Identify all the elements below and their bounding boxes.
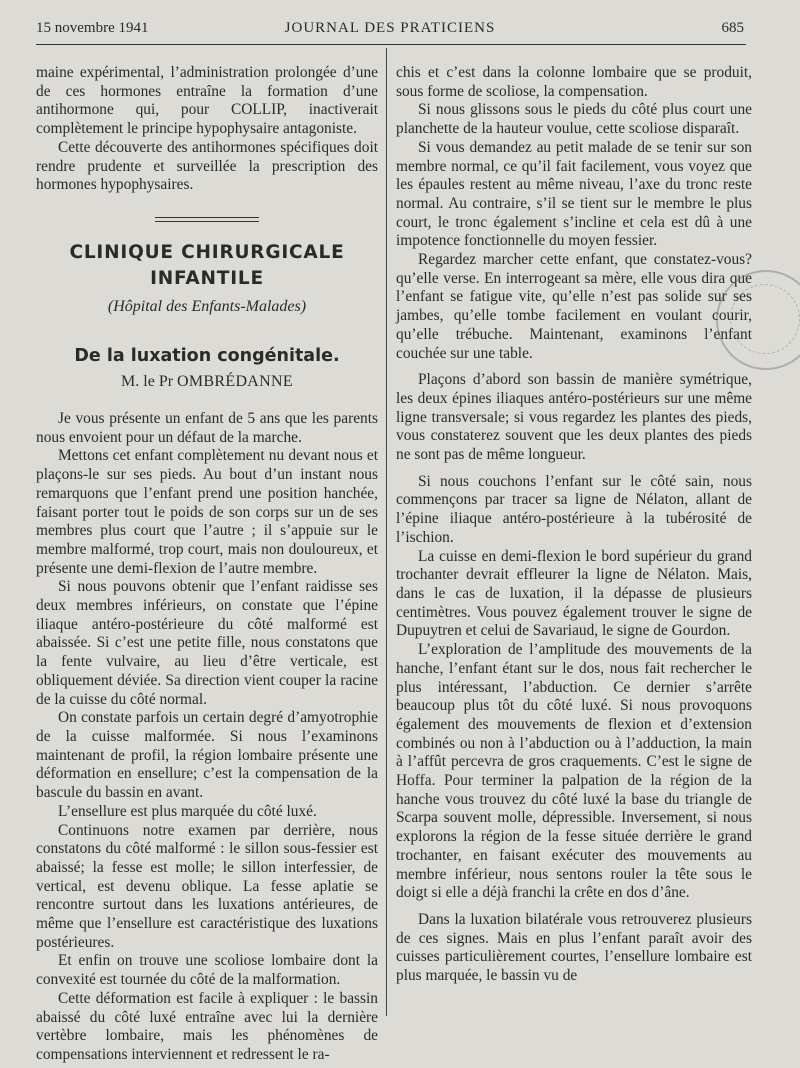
body-paragraph: On constate parfois un certain degré d’amyotrophie de la cuisse malformée. Si nous l’examinons maintenant de profil, la région lombaire présente une déformation en ensellure; c’est la compensation de la bascule du bassin en avant. xyxy=(36,709,378,802)
body-paragraph: L’ensellure est plus marquée du côté luxé. xyxy=(58,802,317,820)
section-title-line: CLINIQUE CHIRURGICALE xyxy=(69,241,345,263)
body-paragraph: Je vous présente un enfant de 5 ans que les parents nous envoient pour un défaut de la marche. xyxy=(36,410,378,446)
body-paragraph: Si nous couchons l’enfant sur le côté sain, nous commençons par tracer sa ligne de Nélaton, allant de l’épine iliaque antéro-postérieure à la tubérosité de l’ischion. xyxy=(396,472,752,546)
body-paragraph: Dans la luxation bilatérale vous retrouverez plusieurs de ces signes. Mais en plus l’enfant paraît avoir des cuisses particulièrement courtes, l’ensellure lombaire est plus marquée, le bassin vu de xyxy=(396,910,752,985)
article-author xyxy=(36,373,378,392)
body-paragraph: Si vous demandez au petit malade de se tenir sur son membre normal, ce qu’il fait facilement, vous voyez que les épaules restent au même niveau, l’axe du tronc reste normal. Au contraire, s’il se tient sur le membre le plus court, le tronc également s’incline et cela est dû à une impotence fonctionnelle du moyen fessier. xyxy=(396,138,752,250)
paragraph-gap xyxy=(396,465,752,473)
body-paragraph: Mettons cet enfant complètement nu devant nous et plaçons-le sur ses pieds. Au bout d’un instant nous remarquons que l’enfant prend une position hanchée, faisant porter tout le poids de son corps sur un de ses membres plus court que l’autre ; il s’appuie sur le membre malformé, trop court, mais non douloureux, et présente une demi-flexion de l’autre membre. xyxy=(36,447,378,577)
intro-paragraph: maine expérimental, l’administration prolongée d’une de ces hormones entraîne la formation d’une antihormone qui, pour COLLIP, inactiverait complètement le principe hypophysaire antagoniste. xyxy=(36,64,378,138)
body-paragraph: La cuisse en demi-flexion le bord supérieur du grand trochanter devrait effleurer la ligne de Nélaton. Mais, dans le cas de luxation, il la dépasse de plusieurs centimètres. Vous pouvez également trouver le signe de Dupuytren et celui de Savariaud, le signe de Gourdon. xyxy=(396,547,752,640)
body-paragraph: Et enfin on trouve une scoliose lombaire dont la convexité est tournée du côté de la malformation. xyxy=(36,952,378,989)
header-date: 15 novembre 1941 xyxy=(36,20,149,36)
header-rule xyxy=(36,44,746,45)
left-column xyxy=(36,64,378,1065)
intro-paragraph: Cette découverte des antihormones spécifiques doit rendre prudente et surveillée la prescription des hormones hypophysaires. xyxy=(36,138,378,194)
section-title xyxy=(36,240,378,292)
section-title-line: INFANTILE xyxy=(150,267,264,289)
section-subtitle: (Hôpital des Enfants-Malades) xyxy=(107,297,307,315)
body-paragraph: Plaçons d’abord son bassin de manière symétrique, les deux épines iliaques antéro-postérieurs sur une même ligne transversale; si vous regardez les plantes des pieds, vous constaterez souvent que les deux plantes des pieds ne sont pas de même longueur. xyxy=(396,371,752,464)
body-paragraph: chis et c’est dans la colonne lombaire que se produit, sous forme de scoliose, la compensation. xyxy=(396,64,752,100)
header-journal-title: JOURNAL DES PRATICIENS xyxy=(284,20,496,36)
author-name: OMBRÉDANNE xyxy=(177,373,293,391)
section-separator xyxy=(155,217,259,222)
right-column xyxy=(396,64,752,986)
body-paragraph: L’exploration de l’amplitude des mouvements de la hanche, l’enfant étant sur le dos, nous fait rechercher le plus intéressant, l’abduction. Ce dernier s’arrête beaucoup plus tôt du côté luxé. Si nous provoquons également des mouvements de flexion et d’extension combinés ou non à l’abduction ou à l’adduction, la main à l’affût percevra de gros craquements. C’est le signe de Hoffa. Pour terminer la palpation de la région de la hanche vous trouvez du côté luxé la base du triangle de Scarpa souvent molle, dépressible. Inversement, si nous explorons la région de la fesse située derrière le grand trochanter, en faisant exécuter des mouvements au membre inférieur, nous sentons rouler la tête sous le doigt si elle a déjà franchi la crête en dos d’âne. xyxy=(396,641,752,902)
body-paragraph: Regardez marcher cette enfant, que constatez-vous? qu’elle verse. En interrogeant sa mère, elle vous dira que l’enfant se fatigue vite, qu’elle n’est pas solide sur ses jambes, qu’elle tombe facilement en voulant courir, qu’elle trébuche. Maintenant, examinons l’enfant couchée sur une table. xyxy=(396,251,752,362)
header-page-number: 685 xyxy=(721,20,744,36)
body-paragraph: Si nous glissons sous le pieds du côté plus court une planchette de la hauteur voulue, cette scoliose disparaît. xyxy=(396,101,752,138)
paragraph-gap xyxy=(396,363,752,371)
body-paragraph: Continuons notre examen par derrière, nous constatons du côté malformé : le sillon sous-fessier est abaissé; la fesse est molle; le sillon interfessier, de vertical, est devenu oblique. La fesse aplatie se rencontre surtout dans les luxations antérieures, de même que l’ensellure est caractéristique des luxations postérieures. xyxy=(36,821,378,951)
page-header xyxy=(36,18,744,44)
paragraph-gap xyxy=(396,903,752,911)
column-divider xyxy=(386,48,387,1016)
body-paragraph: Cette déformation est facile à expliquer : le bassin abaissé du côté luxé entraîne avec lui la dernière vertèbre lombaire, mais les phénomènes de compensations interviennent et redressent le ra- xyxy=(36,989,378,1063)
body-paragraph: Si nous pouvons obtenir que l’enfant raidisse ses deux membres inférieurs, on constate que l’épine iliaque antéro-postérieure du côté malformé est abaissée. Si c’est une petite fille, nous constatons que la fente vulvaire, au lieu d’être verticale, est obliquement déviée. Sa direction vient couper la racine de la cuisse du côté normal. xyxy=(36,578,378,708)
article-title: De la luxation congénitale. xyxy=(74,345,340,366)
library-stamp-inner-ring xyxy=(730,284,800,354)
author-prefix: M. le Pr xyxy=(121,373,174,391)
